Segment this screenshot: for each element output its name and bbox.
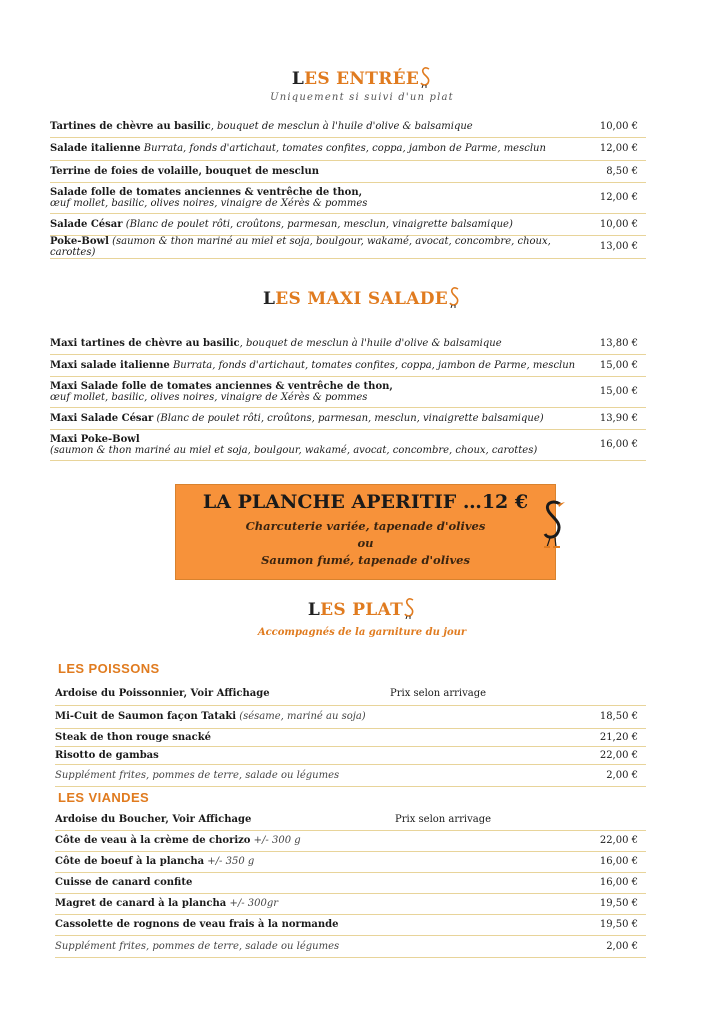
planche-line3: Saumon fumé, tapenade d'olives	[261, 553, 470, 567]
plat-row	[55, 683, 646, 705]
plat-row	[55, 810, 646, 830]
plat-row	[55, 764, 646, 786]
menu-item-text	[50, 429, 578, 460]
plat-name: Côte de veau à la crème de chorizo	[55, 835, 251, 846]
plat-price: 16,00 €	[578, 851, 646, 872]
menu-item-text	[50, 117, 578, 137]
menu-item-price: 12,00 €	[578, 182, 646, 213]
menu-item-row	[50, 429, 646, 460]
plat-row	[55, 935, 646, 957]
plat-row	[55, 872, 646, 893]
menu-item-price: 8,50 €	[578, 160, 646, 182]
menu-item-price: 10,00 €	[578, 213, 646, 235]
plat-price	[578, 683, 646, 705]
entrees-subtitle: Uniquement si suivi d'un plat	[270, 92, 454, 103]
menu-item-text	[50, 376, 578, 407]
swan-logo-icon	[538, 498, 572, 556]
plats-subtitle: Accompagnés de la garniture du jour	[257, 627, 467, 638]
menu-item-desc: Burrata, fonds d'artichaut, tomates confites, coppa, jambon de Parme, mesclun	[140, 143, 546, 154]
menu-item-row	[50, 354, 646, 376]
menu-item-price: 16,00 €	[578, 429, 646, 460]
menu-item-name: Tartines de chèvre au basilic	[50, 121, 211, 133]
menu-item-price: 15,00 €	[578, 376, 646, 407]
menu-item-price: 13,90 €	[578, 407, 646, 429]
menu-item-name: Maxi salade italienne	[50, 359, 170, 371]
plat-text	[55, 893, 578, 914]
menu-item-text	[50, 182, 578, 213]
plat-text	[55, 746, 578, 764]
plat-price: 22,00 €	[578, 830, 646, 851]
entrees-table	[50, 117, 646, 259]
plat-arrivage: Prix selon arrivage	[390, 688, 487, 700]
menu-item-name: Salade César	[50, 218, 123, 230]
menu-item-desc: , bouquet de mesclun à l'huile d'olive & balsamique	[239, 337, 502, 349]
plat-row	[55, 851, 646, 872]
poissons-table	[55, 683, 646, 787]
menu-item-price: 13,80 €	[578, 333, 646, 354]
plat-name: Risotto de gambas	[55, 749, 159, 761]
planche-line1: Charcuterie variée, tapenade d'olives	[245, 519, 486, 533]
plat-row	[55, 914, 646, 935]
maxi-title-first: L	[263, 289, 276, 309]
menu-item-name: Salade italienne	[50, 143, 141, 154]
plat-price: 19,50 €	[578, 914, 646, 935]
plat-price: 19,50 €	[578, 893, 646, 914]
plat-name: Ardoise du Boucher, Voir Affichage	[55, 814, 252, 826]
menu-item-name: Terrine de foies de volaille, bouquet de mesclun	[50, 165, 319, 177]
menu-item-price: 12,00 €	[578, 137, 646, 160]
menu-item-row	[50, 137, 646, 160]
plat-text	[55, 683, 578, 705]
planche-title: LA PLANCHE APERITIF …12 €	[202, 491, 529, 513]
menu-item-text	[50, 407, 578, 429]
menu-item-name: Maxi Salade César	[50, 412, 154, 424]
entrees-title-first: L	[291, 69, 305, 89]
poissons-label: LES POISSONS	[58, 661, 160, 676]
plat-row	[55, 746, 646, 764]
menu-item-name: Maxi Poke-Bowl	[50, 433, 140, 445]
menu-item-name: Maxi tartines de chèvre au basilic	[50, 337, 240, 349]
plat-name: Ardoise du Poissonnier, Voir Affichage	[55, 688, 270, 700]
menu-item-row	[50, 333, 646, 354]
plat-note: Supplément frites, pommes de terre, salade ou légumes	[55, 769, 340, 781]
plat-price: 21,20 €	[578, 728, 646, 746]
plat-note: (sésame, mariné au soja)	[236, 711, 366, 722]
menu-item-row	[50, 160, 646, 182]
plat-text	[55, 810, 578, 830]
plat-price: 18,50 €	[578, 705, 646, 728]
menu-item-text	[50, 213, 578, 235]
plat-text	[55, 914, 578, 935]
plat-note: +/- 300 g	[250, 835, 301, 846]
menu-item-price: 10,00 €	[578, 117, 646, 137]
planche-box	[175, 484, 556, 580]
plat-price: 2,00 €	[578, 935, 646, 957]
plat-name: Steak de thon rouge snacké	[55, 731, 212, 743]
menu-item-row	[50, 407, 646, 429]
menu-item-desc: (Blanc de poulet rôti, croûtons, parmesan, mesclun, vinaigrette balsamique)	[122, 218, 513, 230]
plats-title-first: L	[307, 600, 321, 620]
menu-item-desc: (Blanc de poulet rôti, croûtons, parmesan, mesclun, vinaigrette balsamique)	[153, 412, 544, 424]
menu-item-desc: , bouquet de mesclun à l'huile d'olive & balsamique	[210, 121, 473, 133]
menu-item-row	[50, 213, 646, 235]
maxi-title-rest: ES MAXI SALADE	[275, 289, 448, 309]
plats-title-rest: ES PLAT	[320, 600, 404, 620]
plat-text	[55, 935, 578, 957]
viandes-table	[55, 810, 646, 958]
menu-item-text	[50, 354, 578, 376]
plat-note: +/- 300gr	[226, 898, 279, 909]
menu-item-desc2: œuf mollet, basilic, olives noires, vinaigre de Xérès & pommes	[50, 391, 368, 403]
plat-note: +/- 350 g	[204, 856, 255, 867]
plats-title	[0, 597, 724, 624]
plat-price: 16,00 €	[578, 872, 646, 893]
maxi-table	[50, 333, 646, 461]
menu-item-desc: Burrata, fonds d'artichaut, tomates confites, coppa, jambon de Parme, mesclun	[169, 359, 576, 371]
planche-line2: ou	[357, 536, 374, 550]
menu-item-row	[50, 182, 646, 213]
menu-item-desc2: (saumon & thon mariné au miel et soja, boulgour, wakamé, avocat, concombre, choux, carottes)	[50, 444, 538, 456]
swan-s-icon	[404, 597, 416, 624]
menu-item-price: 15,00 €	[578, 354, 646, 376]
plat-name: Côte de boeuf à la plancha	[55, 856, 205, 867]
swan-s-icon	[449, 286, 461, 313]
menu-item-desc: (saumon & thon mariné au miel et soja, boulgour, wakamé, avocat, concombre, choux, carottes)	[50, 235, 551, 258]
plat-price	[578, 810, 646, 830]
menu-item-name: Poke-Bowl	[50, 235, 109, 247]
plat-text	[55, 851, 578, 872]
plat-row	[55, 705, 646, 728]
plat-text	[55, 728, 578, 746]
plat-price: 2,00 €	[578, 764, 646, 786]
menu-item-name: Salade folle de tomates anciennes & ventrêche de thon,	[50, 186, 363, 198]
plat-arrivage: Prix selon arrivage	[395, 814, 492, 826]
plat-row	[55, 728, 646, 746]
menu-item-text	[50, 137, 578, 160]
maxi-title	[0, 286, 724, 313]
menu-item-name: Maxi Salade folle de tomates anciennes & ventrêche de thon,	[50, 380, 393, 392]
menu-item-row	[50, 117, 646, 137]
plat-text	[55, 705, 578, 728]
plat-text	[55, 872, 578, 893]
menu-item-text	[50, 235, 578, 258]
plat-text	[55, 764, 578, 786]
menu-item-text	[50, 333, 578, 354]
plat-row	[55, 830, 646, 851]
plat-text	[55, 830, 578, 851]
viandes-label: LES VIANDES	[58, 790, 150, 805]
plat-name: Cuisse de canard confite	[55, 877, 193, 888]
plat-price: 22,00 €	[578, 746, 646, 764]
menu-item-row	[50, 376, 646, 407]
plat-row	[55, 893, 646, 914]
menu-item-desc2: œuf mollet, basilic, olives noires, vinaigre de Xérès & pommes	[50, 197, 368, 209]
plat-name: Magret de canard à la plancha	[55, 898, 227, 909]
plat-note: Supplément frites, pommes de terre, salade ou légumes	[55, 940, 340, 952]
plat-name: Cassolette de rognons de veau frais à la normande	[55, 919, 339, 930]
menu-item-row	[50, 235, 646, 258]
menu-item-text	[50, 160, 578, 182]
entrees-title	[0, 66, 724, 93]
plat-name: Mi-Cuit de Saumon façon Tataki	[55, 711, 237, 722]
swan-s-icon	[420, 66, 432, 93]
entrees-title-rest: ES ENTRÉE	[304, 69, 420, 89]
menu-item-price: 13,00 €	[578, 235, 646, 258]
